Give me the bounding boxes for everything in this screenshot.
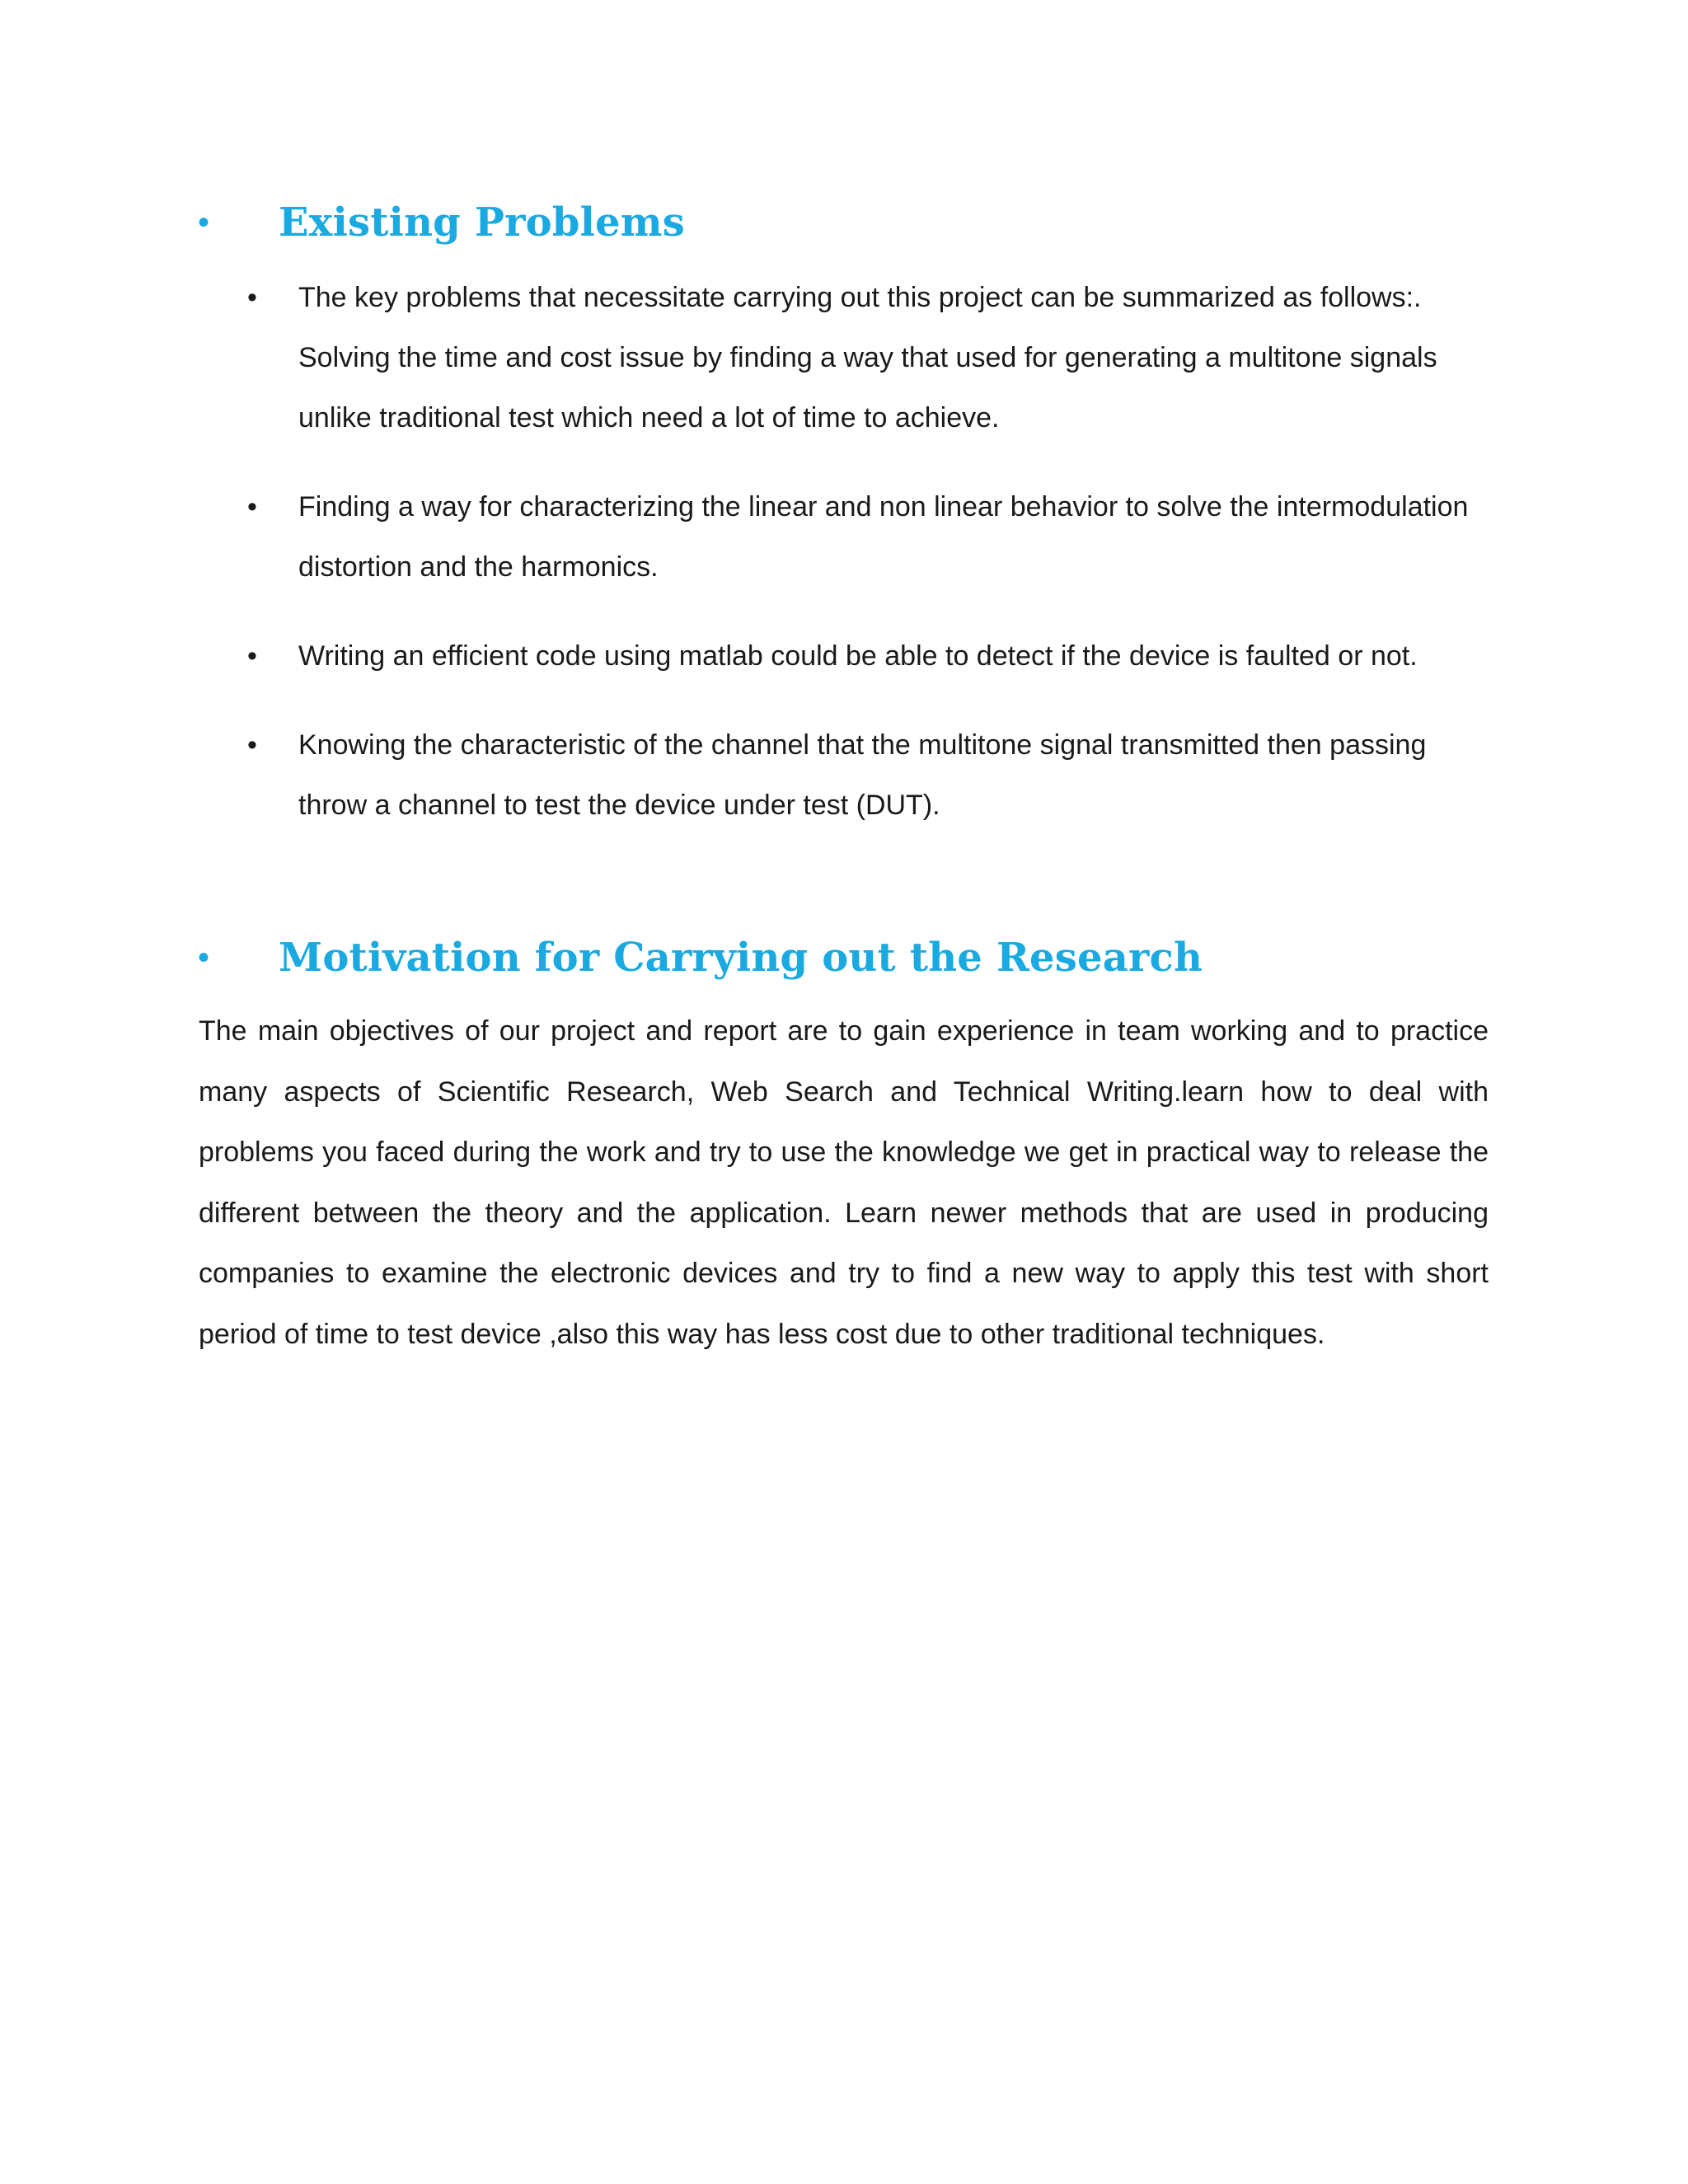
list-item bbox=[247, 626, 1484, 687]
list-item-text: Writing an efficient code using matlab could be able to detect if the device is faulted or not. bbox=[298, 640, 1418, 672]
list-item bbox=[247, 268, 1484, 448]
list-item bbox=[247, 477, 1484, 598]
motivation-paragraph: The main objectives of our project and report are to gain experience in team working and to practice many aspects of Scientific Research, Web Search and Technical Writing.learn how to deal with problems you faced during the work and try to use the knowledge we get in practical way to release the different between the theory and the application. Learn newer methods that are used in producing companies to examine the electronic devices and try to find a new way to apply this test with short period of time to test device ,also this way has less cost due to other traditional techniques. bbox=[199, 1015, 1489, 1350]
existing-problems-list bbox=[247, 268, 1484, 865]
list-item-text: The key problems that necessitate carrying out this project can be summarized as follows:. Solving the time and cost issue by finding a way that used for generating a multitone signals unlike traditional test which need a lot of time to achieve. bbox=[298, 282, 1437, 434]
list-bullet: • bbox=[247, 729, 257, 761]
motivation-heading bbox=[198, 935, 1517, 981]
list-item bbox=[247, 715, 1484, 836]
heading-bullet: • bbox=[198, 204, 210, 241]
motivation-title: Motivation for Carrying out the Research bbox=[279, 935, 1203, 981]
list-bullet: • bbox=[247, 491, 257, 523]
existing-problems-title: Existing Problems bbox=[279, 199, 685, 246]
list-item-text: Knowing the characteristic of the channel that the multitone signal transmitted then passing throw a channel to test the device under test (DUT). bbox=[298, 729, 1427, 821]
existing-problems-heading bbox=[198, 199, 1517, 246]
list-bullet: • bbox=[247, 282, 257, 313]
list-item-text: Finding a way for characterizing the linear and non linear behavior to solve the intermodulation distortion and the harmonics. bbox=[298, 491, 1469, 583]
heading-bullet: • bbox=[198, 940, 210, 976]
list-bullet: • bbox=[247, 640, 257, 672]
